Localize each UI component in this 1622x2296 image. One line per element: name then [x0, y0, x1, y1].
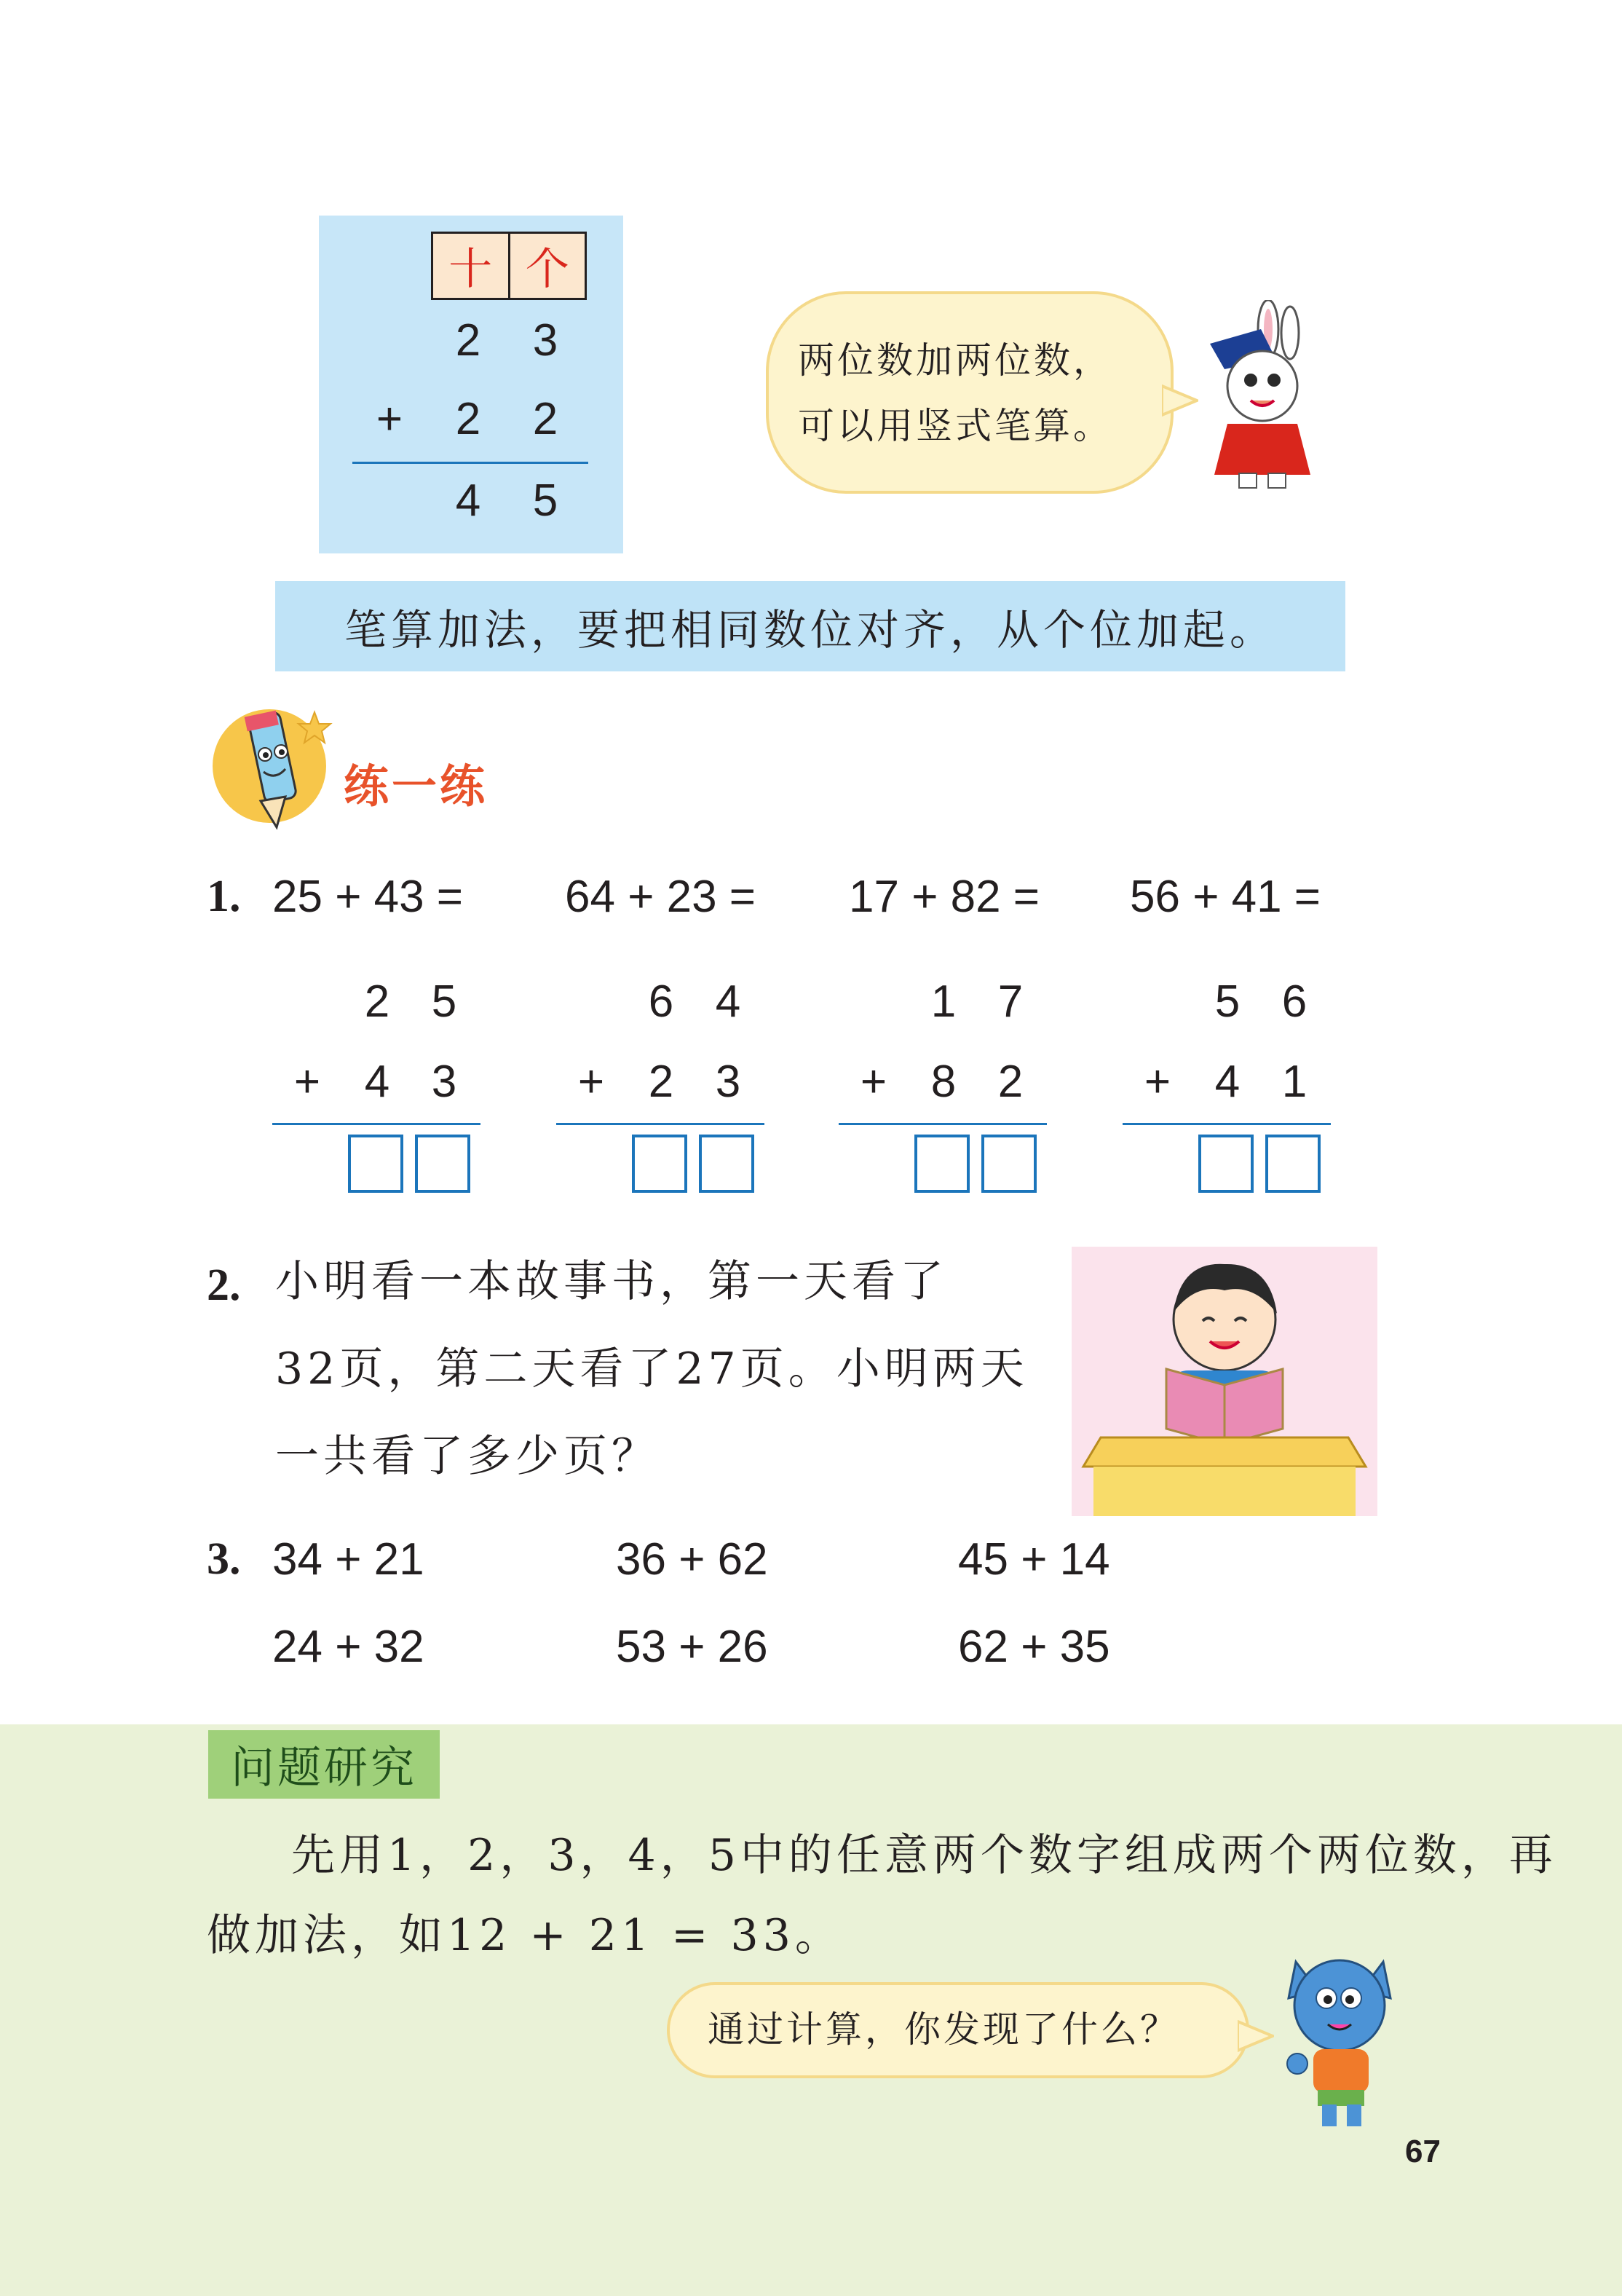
cat-bubble-text: 通过计算，你发现了什么？: [708, 2008, 1179, 2051]
example-operator: +: [376, 394, 403, 444]
ones-label: 个: [525, 244, 569, 295]
q1-p2-bottom-ones: 3: [715, 1057, 741, 1107]
example-addend2-ones: 2: [532, 394, 558, 444]
research-line1: 先用1，2，3，4，5中的任意两个数字组成两个两位数，再: [291, 1830, 1557, 1881]
q2-line2: 32页，第二天看了27页。小明两天: [275, 1344, 1029, 1394]
q1-p4-answer-ones-box[interactable]: [1265, 1135, 1321, 1193]
q1-p1-bottom-ones: 3: [431, 1057, 457, 1107]
q1-p3-sum-line: [839, 1123, 1047, 1125]
research-title: 问题研究: [208, 1730, 440, 1799]
q1-p2-bottom-tens: 2: [648, 1057, 674, 1107]
q1-p3-bottom-tens: 8: [930, 1057, 957, 1107]
q1-p3-top-tens: 1: [930, 977, 957, 1027]
q3-number: 3.: [207, 1534, 241, 1584]
cat-speech-bubble: [667, 1982, 1249, 2078]
q3-r1-c2: 36 + 62: [616, 1534, 768, 1585]
research-line2: 做加法，如12 + 21 = 33。: [207, 1910, 843, 1961]
q1-p4-bottom-tens: 4: [1214, 1057, 1241, 1107]
pencil-mascot-icon: [205, 699, 344, 837]
q1-equation-2: 64 + 23 =: [565, 872, 756, 922]
q3-r2-c2: 53 + 26: [616, 1622, 768, 1672]
q1-p3-top-ones: 7: [997, 977, 1024, 1027]
q2-number: 2.: [207, 1261, 241, 1310]
example-sum-line: [352, 462, 588, 464]
example-sum-tens: 4: [455, 476, 481, 526]
q3-r2-c3: 62 + 35: [958, 1622, 1110, 1672]
page-number: 67: [1405, 2134, 1441, 2169]
q3-r1-c1: 34 + 21: [272, 1534, 424, 1585]
q1-p4-operator: +: [1144, 1057, 1171, 1107]
q3-r1-c3: 45 + 14: [958, 1534, 1110, 1585]
rabbit-bubble-line2: 可以用竖式笔算。: [798, 405, 1112, 447]
q1-p1-bottom-tens: 4: [364, 1057, 390, 1107]
q1-p1-top-ones: 5: [431, 977, 457, 1027]
q1-number: 1.: [207, 872, 241, 921]
boy-reading-icon: [1072, 1247, 1377, 1516]
example-addend1-ones: 3: [532, 315, 558, 366]
practice-title: 练一练: [344, 762, 488, 812]
q1-p1-operator: +: [293, 1057, 321, 1107]
example-sum-ones: 5: [532, 476, 558, 526]
q3-r2-c1: 24 + 32: [272, 1622, 424, 1672]
q1-p2-answer-tens-box[interactable]: [632, 1135, 687, 1193]
q1-p3-bottom-ones: 2: [997, 1057, 1024, 1107]
tens-label: 十: [433, 234, 510, 298]
rule-banner: 笔算加法，要把相同数位对齐，从个位加起。: [275, 581, 1345, 671]
q1-p4-top-ones: 6: [1281, 977, 1308, 1027]
q1-p4-answer-tens-box[interactable]: [1198, 1135, 1254, 1193]
q1-p3-answer-ones-box[interactable]: [981, 1135, 1037, 1193]
rabbit-teacher-icon: [1181, 300, 1319, 489]
q1-p1-sum-line: [272, 1123, 480, 1125]
q2-line1: 小明看一本故事书，第一天看了: [275, 1256, 948, 1307]
q1-equation-3: 17 + 82 =: [849, 872, 1040, 922]
rabbit-bubble-line1: 两位数加两位数，: [798, 339, 1112, 382]
q1-p2-sum-line: [556, 1123, 764, 1125]
q1-p4-bottom-ones: 1: [1281, 1057, 1308, 1107]
q1-p3-answer-tens-box[interactable]: [914, 1135, 970, 1193]
q1-p1-answer-tens-box[interactable]: [348, 1135, 403, 1193]
example-addend2-tens: 2: [455, 394, 481, 444]
q1-p2-operator: +: [577, 1057, 605, 1107]
q1-p4-sum-line: [1123, 1123, 1331, 1125]
q1-p4-top-tens: 5: [1214, 977, 1241, 1027]
q1-p1-answer-ones-box[interactable]: [415, 1135, 470, 1193]
q1-equation-4: 56 + 41 =: [1130, 872, 1321, 922]
q1-p2-answer-ones-box[interactable]: [699, 1135, 754, 1193]
q1-p3-operator: +: [860, 1057, 887, 1107]
cat-mascot-icon: [1267, 1940, 1412, 2129]
q1-p2-top-tens: 6: [648, 977, 674, 1027]
rabbit-speech-bubble: [766, 291, 1174, 494]
q1-p2-top-ones: 4: [715, 977, 741, 1027]
q2-line3: 一共看了多少页？: [275, 1431, 660, 1482]
place-value-header: [431, 232, 587, 300]
example-addend1-tens: 2: [455, 315, 481, 366]
q1-p1-top-tens: 2: [364, 977, 390, 1027]
q1-equation-1: 25 + 43 =: [272, 872, 464, 922]
